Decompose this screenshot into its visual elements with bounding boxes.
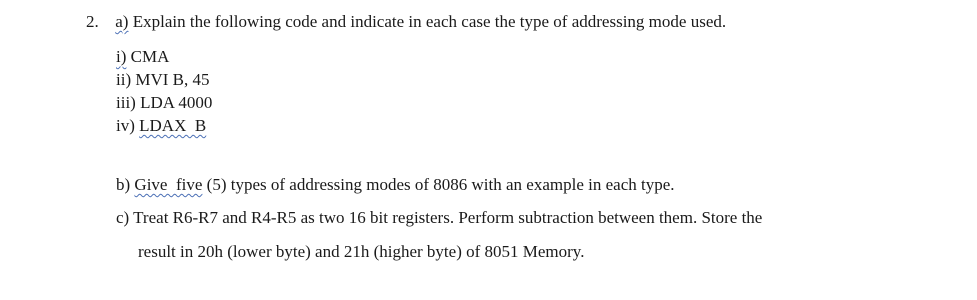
part-a-text: Explain the following code and indicate in each case the type of addressing mode used. [128,12,727,31]
code-item-4 [116,116,206,136]
code-item-2 [116,70,210,90]
part-a-label: a) [115,12,129,31]
question-number: 2. [86,12,99,31]
part-c-line-1: c) Treat R6-R7 and R4-R5 as two 16 bit registers. Perform subtraction between them. Store the [116,208,763,227]
code-item-1 [116,47,169,67]
part-b-text: (5) types of addressing modes of 8086 with an example in each type. [202,175,675,194]
part-b-prefix: b) [116,175,135,194]
code-item-1-label: i) [116,47,127,66]
code-item-4-label: iv) [116,116,135,135]
code-item-1-text: CMA [126,47,170,66]
code-item-3-text: LDA 4000 [135,93,213,112]
part-b [116,175,675,195]
code-item-3 [116,93,212,113]
part-c-line-2: result in 20h (lower byte) and 21h (higher byte) of 8051 Memory. [138,242,585,261]
code-item-4-text: LDAX B [139,116,207,135]
code-item-2-text: MVI B, 45 [131,70,210,89]
part-a-heading [86,12,726,32]
code-item-3-label: iii) [116,93,136,112]
part-b-marked: Give five [134,175,203,194]
code-item-2-label: ii) [116,70,132,89]
